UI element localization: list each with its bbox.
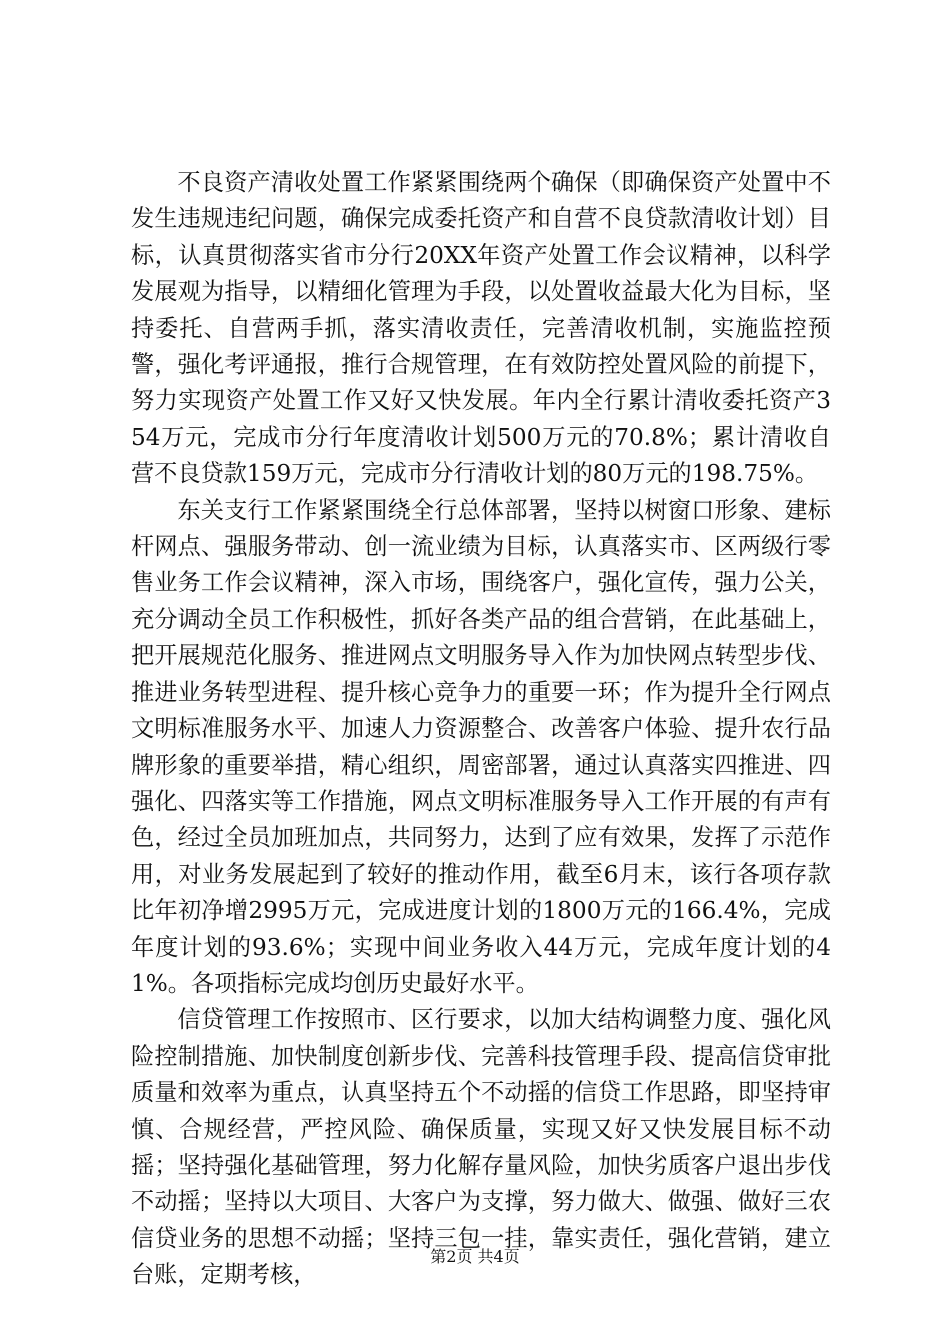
document-body	[131, 165, 831, 1294]
paragraph-credit-management: 信贷管理工作按照市、区行要求，以加大结构调整力度、强化风险控制措施、加快制度创新步伐、完善科技管理手段、提高信贷审批质量和效率为重点，认真坚持五个不动摇的信贷工作思路，即坚持审慎、合规经营，严控风险、确保质量，实现又好又快发展目标不动摇；坚持强化基础管理，努力化解存量风险，加快劣质客户退出步伐不动摇；坚持以大项目、大客户为支撑，努力做大、做强、做好三农信贷业务的思想不动摇；坚持三包一挂，靠实责任，强化营销，建立台账，定期考核，	[131, 1006, 831, 1289]
paragraph-dongguan-branch: 东关支行工作紧紧围绕全行总体部署，坚持以树窗口形象、建标杆网点、强服务带动、创一流业绩为目标，认真落实市、区两级行零售业务工作会议精神，深入市场，围绕客户，强化宣传，强力公关，充分调动全员工作积极性，抓好各类产品的组合营销，在此基础上，把开展规范化服务、推进网点文明服务导入作为加快网点转型步伐、推进业务转型进程、提升核心竞争力的重要一环；作为提升全行网点文明标准服务水平、加速人力资源整合、改善客户体验、提升农行品牌形象的重要举措，精心组织，周密部署，通过认真落实四推进、四强化、四落实等工作措施，网点文明标准服务导入工作开展的有声有色，经过全员加班加点，共同努力，达到了应有效果，发挥了示范作用，对业务发展起到了较好的推动作用，截至6月末，该行各项存款比年初净增2995万元，完成进度计划的1800万元的166.4%，完成年度计划的93.6%；实现中间业务收入44万元，完成年度计划的41%。各项指标完成均创历史最好水平。	[131, 496, 831, 997]
paragraph-asset-disposal: 不良资产清收处置工作紧紧围绕两个确保（即确保资产处置中不发生违规违纪问题，确保完成委托资产和自营不良贷款清收计划）目标，认真贯彻落实省市分行20XX年资产处置工作会议精神，以科学发展观为指导，以精细化管理为手段，以处置收益最大化为目标，坚持委托、自营两手抓，落实清收责任，完善清收机制，实施监控预警，强化考评通报，推行合规管理，在有效防控处置风险的前提下，努力实现资产处置工作又好又快发展。年内全行累计清收委托资产354万元，完成市分行年度清收计划500万元的70.8%；累计清收自营不良贷款159万元，完成市分行清收计划的80万元的198.75%。	[131, 169, 831, 488]
page-number-footer: 第2页 共4页	[430, 1247, 520, 1266]
